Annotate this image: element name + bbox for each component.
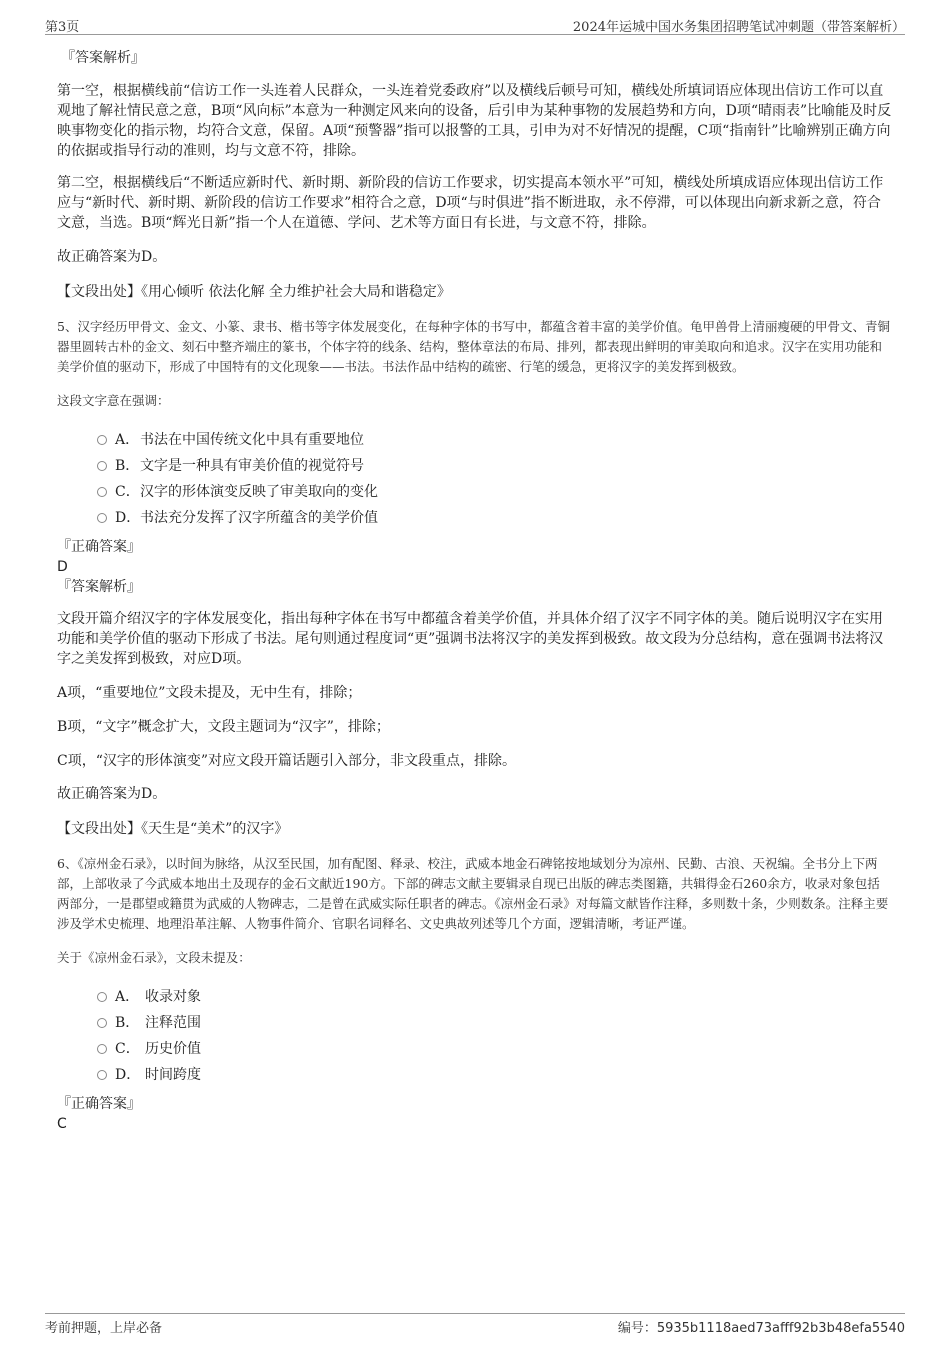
correct-answer: C [57,1116,67,1132]
document-id: 编号：5935b1118aed73afff92b3b48efa5540 [617,1321,905,1336]
analysis-label: 『答案解析』 [57,579,141,595]
question-prompt: 这段文字意在强调： [57,393,170,408]
option-letter: D． [115,510,141,526]
analysis-conclusion: 故正确答案为D。 [57,786,167,802]
option-a[interactable] [57,984,892,1010]
option-letter: C． [115,1041,140,1057]
correct-answer: D [57,559,68,575]
option-text: 汉字的形体演变反映了审美取向的变化 [140,484,378,500]
answer-options [57,427,892,531]
option-letter: A． [115,432,140,448]
question-prompt: 关于《凉州金石录》，文段未提及： [57,950,251,965]
radio-icon[interactable] [97,1018,107,1028]
analysis-paragraph: C项，“汉字的形体演变”对应文段开篇话题引入部分，非文段重点，排除。 [57,753,517,769]
document-title: 2024年运城中国水务集团招聘笔试冲刺题（带答案解析） [572,20,905,35]
analysis-label: 『答案解析』 [61,50,145,66]
page-header [45,14,905,35]
option-b[interactable] [57,1010,892,1036]
page-footer [45,1313,905,1336]
correct-answer-label: 『正确答案』 [57,539,141,555]
question-text: 5、汉字经历甲骨文、金文、小篆、隶书、楷书等字体发展变化，在每种字体的书写中，都蕴含着丰富的美学价值。龟甲兽骨上清丽瘦硬的甲骨文、青铜器里圆转古朴的金文、刻石中整齐端庄的篆书，个体字符的线条、结构，整体章法的布局、排列，都表现出鲜明的审美取向和追求。汉字在实用功能和美学价值的驱动下，形成了中国特有的文化现象——书法。书法作品中结构的疏密、行笔的缓急，更将汉字的美发挥到极致。 [57,319,890,374]
option-a[interactable] [57,427,892,453]
radio-icon[interactable] [97,461,107,471]
option-d[interactable] [57,1062,892,1088]
option-letter: B． [115,1015,140,1031]
radio-icon[interactable] [97,487,107,497]
radio-icon[interactable] [97,1044,107,1054]
answer-options [57,984,892,1088]
source-citation: 【文段出处】《天生是“美术”的汉字》 [57,821,289,837]
question-text: 6、《凉州金石录》，以时间为脉络，从汉至民国，加有配图、释录、校注，武威本地金石碑铭按地域划分为凉州、民勤、古浪、天祝编。全书分上下两部，上部收录了今武威本地出土及现存的金石文献近190方。下部的碑志文献主要辑录自现已出版的碑志类图籍，共辑得金石260余方，收录对象包括两部分，一是郡望或籍贯为武威的人物碑志，二是曾在武威实际任职者的碑志。《凉州金石录》对每篇文献皆作注释，多则数十条，少则数条。注释主要涉及学术史梳理、地理沿革注解、人物事件简介、官职名词释名、文史典故列述等几个方面，逻辑清晰，考证严谨。 [57,856,889,931]
analysis-paragraph: 文段开篇介绍汉字的字体发展变化，指出每种字体在书写中都蕴含着美学价值，并具体介绍了汉字不同字体的美。随后说明汉字在实用功能和美学价值的驱动下形成了书法。尾句则通过程度词“更”强调书法将汉字的美发挥到极致。故文段为分总结构，意在强调书法将汉字之美发挥到极致，对应D项。 [57,611,884,667]
analysis-conclusion: 故正确答案为D。 [57,249,167,265]
document-body [57,48,892,1134]
option-c[interactable] [57,479,892,505]
option-letter: D． [115,1067,141,1083]
option-text: 书法在中国传统文化中具有重要地位 [140,432,364,448]
option-text: 注释范围 [145,1015,201,1031]
analysis-paragraph: 第一空，根据横线前“信访工作一头连着人民群众，一头连着党委政府”以及横线后顿号可知，横线处所填词语应体现出信访工作可以直观地了解社情民意之意，B项“风向标”本意为一种测定风来向的设备，后引申为某种事物的发展趋势和方向，D项“晴雨表”比喻能及时反映事物变化的指示物，均符合文意，保留。A项“预警器”指可以报警的工具，引申为对不好情况的提醒，C项“指南针”比喻辨别正确方向的依据或指导行动的准则，均与文意不符，排除。 [57,83,892,159]
analysis-paragraph: A项，“重要地位”文段未提及，无中生有，排除； [57,685,362,701]
footer-slogan: 考前押题，上岸必备 [45,1321,163,1336]
option-b[interactable] [57,453,892,479]
option-text: 文字是一种具有审美价值的视觉符号 [140,458,364,474]
analysis-paragraph: B项，“文字”概念扩大，文段主题词为“汉字”，排除； [57,719,390,735]
page-number: 第3页 [45,20,80,35]
option-text: 历史价值 [145,1041,201,1057]
option-text: 书法充分发挥了汉字所蕴含的美学价值 [140,510,378,526]
source-citation: 【文段出处】《用心倾听 依法化解 全力维护社会大局和谐稳定》 [57,284,451,300]
correct-answer-label: 『正确答案』 [57,1096,141,1112]
radio-icon[interactable] [97,1070,107,1080]
radio-icon[interactable] [97,992,107,1002]
option-text: 收录对象 [145,989,201,1005]
option-d[interactable] [57,505,892,531]
option-letter: B． [115,458,140,474]
option-text: 时间跨度 [145,1067,201,1083]
analysis-paragraph: 第二空，根据横线后“不断适应新时代、新时期、新阶段的信访工作要求，切实提高本领水平”可知，横线处所填成语应体现出信访工作应与“新时代、新时期、新阶段的信访工作要求”相符合之意，D项“与时俱进”指不断进取，永不停滞，可以体现出向新求新之意，符合文意，当选。B项“辉光日新”指一个人在道德、学问、艺术等方面日有长进，与文意不符，排除。 [57,175,884,231]
option-letter: C． [115,484,140,500]
radio-icon[interactable] [97,435,107,445]
option-letter: A． [115,989,140,1005]
option-c[interactable] [57,1036,892,1062]
radio-icon[interactable] [97,513,107,523]
